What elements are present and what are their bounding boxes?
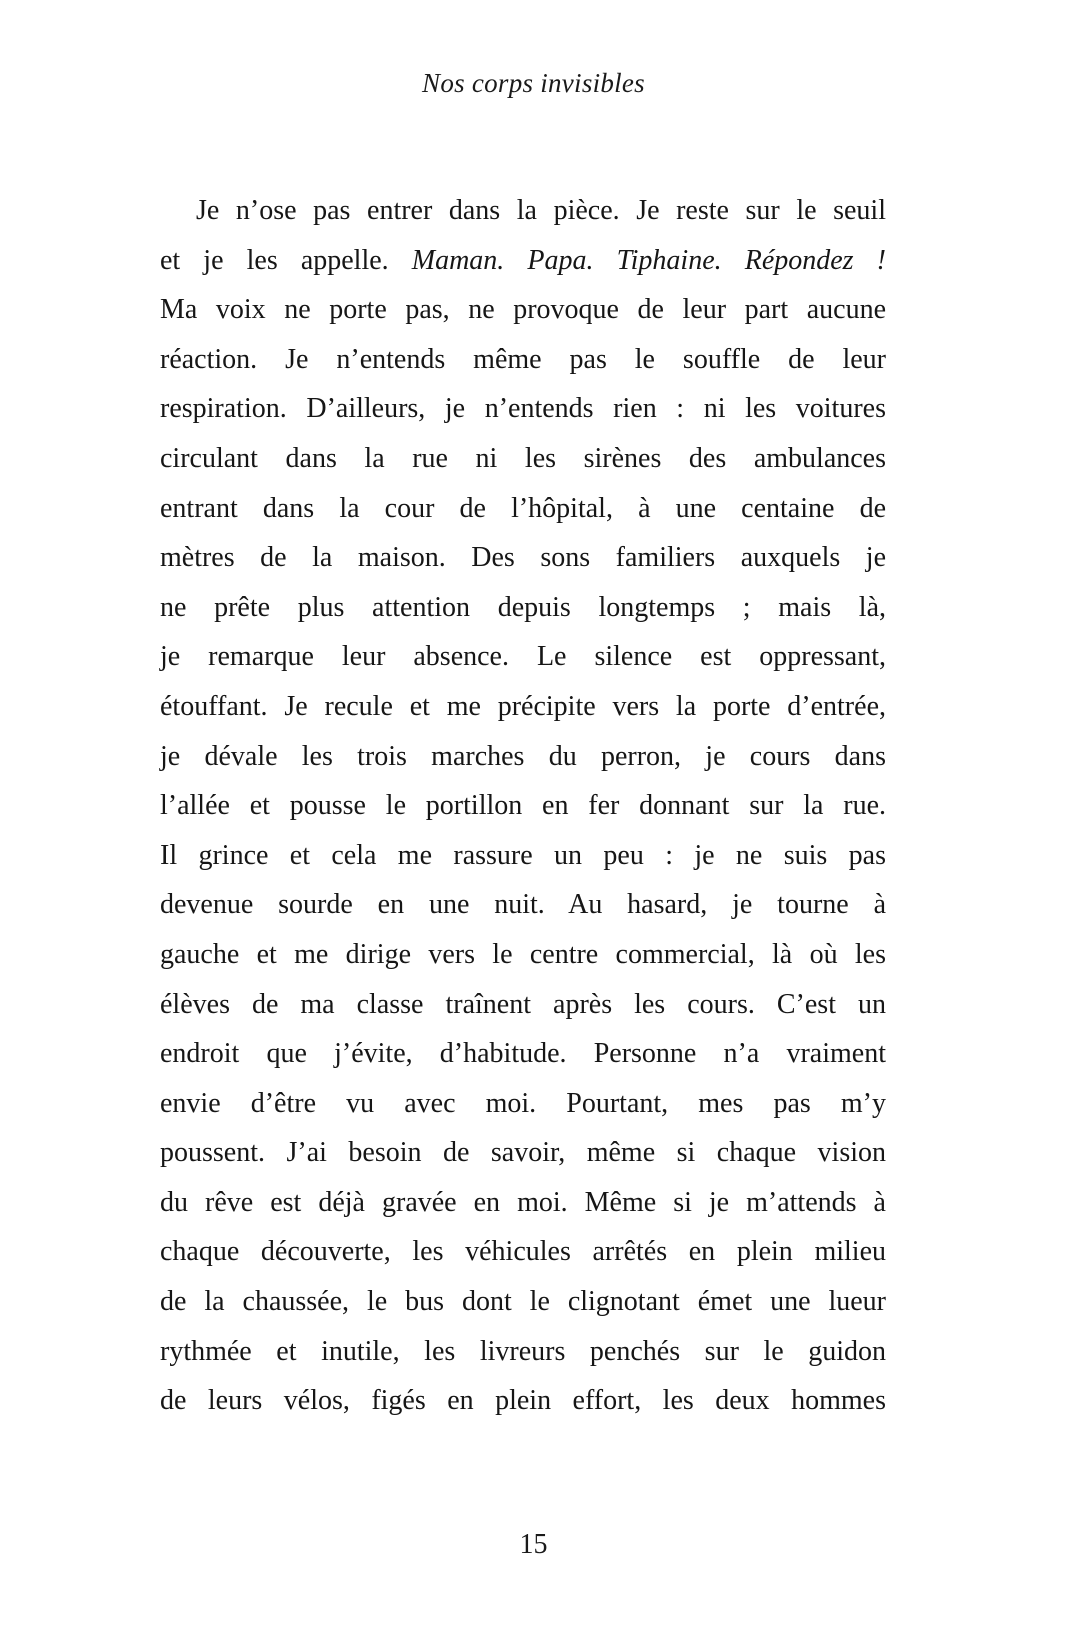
text-segment: Ma voix ne porte pas, ne provoque de leur part aucune [160,294,886,326]
text-segment: étouffant. Je recule et me précipite vers la porte d’entrée, [160,690,886,722]
text-line [160,632,886,682]
text-line [160,1376,886,1426]
text-segment: poussent. J’ai besoin de savoir, même si chaque vision [160,1137,886,1169]
text-line [160,682,886,732]
page-number: 15 [519,1529,548,1560]
text-line [160,781,886,831]
text-segment: devenue sourde en une nuit. Au hasard, je tourne à [160,889,886,921]
text-segment: rythmée et inutile, les livreurs penchés sur le guidon [160,1335,886,1367]
text-line [160,533,886,583]
text-line [160,186,886,236]
text-line [160,484,886,534]
text-line [160,1178,886,1228]
text-line [160,732,886,782]
text-segment: de leurs vélos, figés en plein effort, les deux hommes [160,1385,886,1417]
text-segment: chaque découverte, les véhicules arrêtés en plein milieu [160,1236,886,1268]
text-line [160,1029,886,1079]
text-segment: endroit que j’évite, d’habitude. Personne n’a vraiment [160,1038,886,1070]
text-segment: envie d’être vu avec moi. Pourtant, mes pas m’y [160,1087,886,1119]
text-segment: l’allée et pousse le portillon en fer donnant sur la rue. [160,790,886,822]
text-line [160,236,886,286]
text-segment: réaction. Je n’entends même pas le souffle de leur [160,343,886,375]
body-text [160,186,886,1426]
text-segment: ne prête plus attention depuis longtemps ; mais là, [160,591,886,623]
italic-text-segment: Maman. Papa. Tiphaine. Répondez ! [411,244,887,276]
text-segment: et je les appelle. [160,244,412,276]
text-segment: gauche et me dirige vers le centre commercial, là où les [160,938,886,970]
text-segment: Je n’ose pas entrer dans la pièce. Je reste sur le seuil [196,195,886,226]
text-line [160,1079,886,1129]
text-segment: Il grince et cela me rassure un peu : je ne suis pas [160,839,886,871]
text-line [160,930,886,980]
text-segment: élèves de ma classe traînent après les cours. C’est un [160,988,886,1020]
text-segment: je dévale les trois marches du perron, je cours dans [160,740,886,772]
text-line [160,831,886,881]
text-line [160,583,886,633]
text-line [160,1277,886,1327]
text-line [160,880,886,930]
text-segment: circulant dans la rue ni les sirènes des ambulances [160,442,886,474]
text-segment: respiration. D’ailleurs, je n’entends rien : ni les voitures [160,393,886,425]
text-line [160,335,886,385]
text-line [160,980,886,1030]
text-line [160,384,886,434]
text-line [160,1327,886,1377]
text-segment: du rêve est déjà gravée en moi. Même si je m’attends à [160,1186,886,1218]
text-line [160,285,886,335]
text-segment: je remarque leur absence. Le silence est oppressant, [160,641,886,673]
text-line [160,434,886,484]
text-segment: mètres de la maison. Des sons familiers auxquels je [160,542,886,574]
text-line [160,1128,886,1178]
running-header: Nos corps invisibles [422,68,645,98]
text-line [160,1227,886,1277]
text-segment: entrant dans la cour de l’hôpital, à une centaine de [160,492,886,524]
text-segment: de la chaussée, le bus dont le clignotant émet une lueur [160,1286,886,1318]
